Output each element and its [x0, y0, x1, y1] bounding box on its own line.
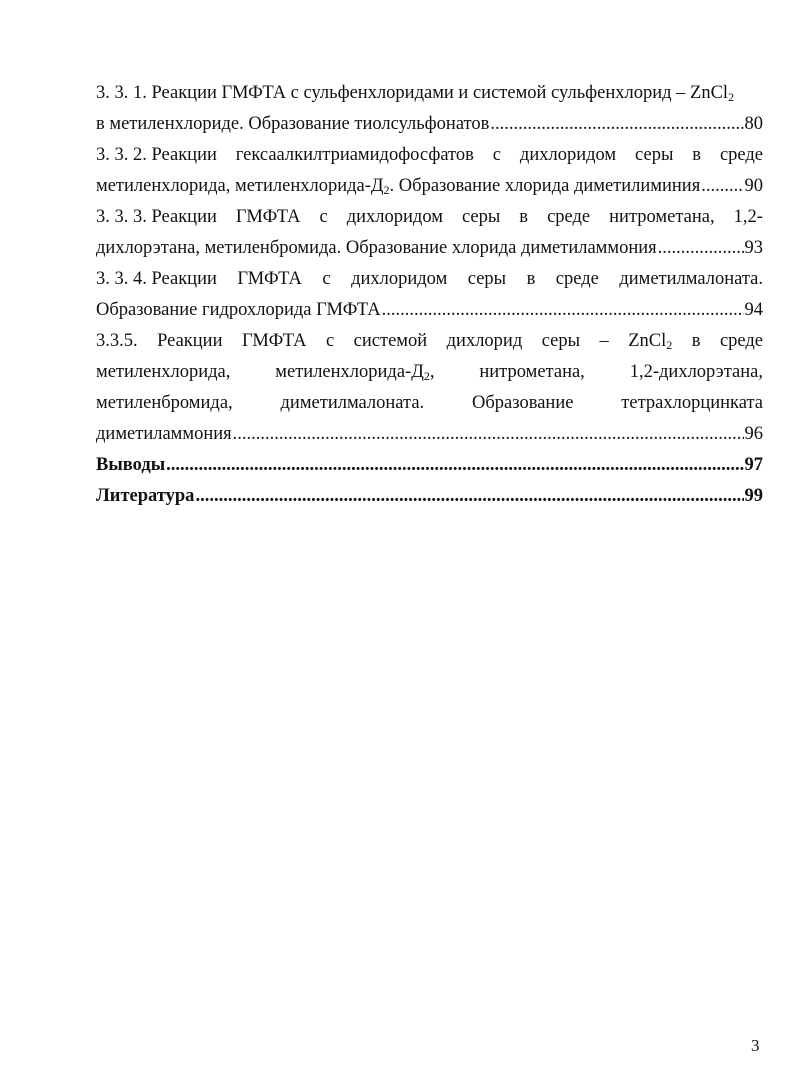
- toc-word: 3. 3. 3. Реакции: [96, 207, 217, 227]
- toc-word: диметилмалоната.: [619, 269, 763, 289]
- toc-word: дихлорид: [446, 331, 523, 351]
- toc-word: серы: [635, 145, 674, 165]
- toc-text: . Образование хлорида диметилиминия: [389, 176, 701, 196]
- toc-word: среде: [555, 269, 599, 289]
- toc-word: метиленбромида,: [96, 393, 233, 413]
- toc-word: в: [526, 269, 536, 289]
- toc-word: с: [325, 331, 335, 351]
- dot-leader: [233, 419, 744, 450]
- toc-word: 1,2-дихлорэтана,: [629, 362, 763, 382]
- toc-word: системой: [353, 331, 428, 351]
- toc-entry-title: 3. 3. 1. Реакции ГМФТА с сульфенхлоридами и системой сульфенхлорид – ZnCl: [96, 83, 729, 103]
- toc-entry-line: [96, 419, 763, 450]
- toc-text: метиленхлорида, метиленхлорида-Д: [96, 176, 384, 196]
- toc-word: –: [599, 331, 609, 351]
- subscript: 2: [728, 90, 735, 104]
- toc-page-number: 80: [744, 114, 763, 134]
- dot-leader: [658, 233, 744, 264]
- toc-entry-line: [96, 171, 763, 202]
- toc-entry-title: [96, 171, 700, 202]
- toc-text: ZnCl: [628, 331, 667, 351]
- toc-entry-line: [96, 233, 763, 264]
- toc-entry-line: [96, 450, 763, 481]
- toc-entry-3-3-1: [96, 78, 763, 140]
- toc-word: тетрахлорцинката: [621, 393, 763, 413]
- dot-leader: [490, 109, 743, 140]
- toc-entry-title: дихлорэтана, метиленбромида. Образование хлорида диметиламмония: [96, 238, 657, 258]
- table-of-contents: [96, 78, 763, 512]
- toc-entry-3-3-4: [96, 264, 763, 326]
- toc-entry-line: [96, 264, 763, 295]
- toc-entry-3-3-2: [96, 140, 763, 202]
- toc-entry-3-3-3: [96, 202, 763, 264]
- toc-entry-line: [96, 202, 763, 233]
- toc-word: среде: [719, 145, 763, 165]
- toc-word: серы: [467, 269, 507, 289]
- toc-word: с: [322, 269, 331, 289]
- toc-word: ГМФТА: [241, 331, 307, 351]
- toc-entry-line: [96, 78, 763, 109]
- toc-word: с: [492, 145, 502, 165]
- toc-entry-line: [96, 295, 763, 326]
- toc-entry-title: диметиламмония: [96, 424, 232, 444]
- toc-word: нитрометана,: [609, 207, 715, 227]
- toc-entry-conclusions: [96, 450, 763, 481]
- toc-word: нитрометана,: [479, 362, 585, 382]
- toc-entry-line: [96, 109, 763, 140]
- subscript: 2: [383, 183, 390, 197]
- toc-entry-line: [96, 481, 763, 512]
- toc-word: 3.3.5.: [96, 331, 138, 351]
- toc-entry-line: [96, 140, 763, 171]
- toc-word: гексаалкилтриамидофосфатов: [235, 145, 474, 165]
- toc-word: [275, 357, 434, 388]
- subscript: 2: [423, 369, 430, 383]
- toc-word: среде: [719, 331, 763, 351]
- toc-word: диметилмалоната.: [280, 393, 425, 413]
- toc-word: дихлоридом: [519, 145, 617, 165]
- toc-page-number: 97: [744, 455, 763, 475]
- toc-entry-line: [96, 326, 763, 357]
- toc-word: 1,2-: [733, 207, 763, 227]
- toc-word: Реакции: [157, 331, 223, 351]
- toc-entry-line: [96, 388, 763, 419]
- toc-word: серы: [461, 207, 501, 227]
- toc-entry-title: Выводы: [96, 455, 166, 475]
- toc-word: 3. 3. 4. Реакции: [96, 269, 217, 289]
- toc-page-number: 94: [744, 300, 763, 320]
- toc-entry-line: [96, 357, 763, 388]
- toc-word: [628, 326, 672, 357]
- toc-page-number: 90: [744, 176, 763, 196]
- toc-word: 3. 3. 2. Реакции: [96, 145, 217, 165]
- toc-text: метиленхлорида-Д: [275, 362, 424, 382]
- toc-entry-references: [96, 481, 763, 512]
- dot-leader: [382, 295, 744, 326]
- toc-word: в: [519, 207, 529, 227]
- toc-word: среде: [547, 207, 591, 227]
- toc-entry-title: Образование гидрохлорида ГМФТА: [96, 300, 381, 320]
- toc-text: ,: [429, 362, 435, 382]
- toc-word: с: [319, 207, 328, 227]
- toc-word: Образование: [472, 393, 574, 413]
- toc-word: в: [691, 331, 701, 351]
- toc-word: ГМФТА: [235, 207, 301, 227]
- toc-entry-title: в метиленхлориде. Образование тиолсульфонатов: [96, 114, 490, 134]
- toc-word: метиленхлорида,: [96, 362, 231, 382]
- toc-word: дихлоридом: [346, 207, 443, 227]
- dot-leader: [195, 481, 743, 512]
- toc-page-number: 96: [744, 424, 763, 444]
- page-number: 3: [751, 1036, 760, 1055]
- toc-page-number: 99: [744, 486, 763, 506]
- toc-word: серы: [541, 331, 581, 351]
- toc-word: в: [692, 145, 702, 165]
- toc-word: дихлоридом: [351, 269, 448, 289]
- toc-entry-3-3-5: [96, 326, 763, 450]
- subscript: 2: [666, 338, 673, 352]
- toc-entry-title: Литература: [96, 486, 195, 506]
- dot-leader: [701, 171, 743, 202]
- toc-page-number: 93: [744, 238, 763, 258]
- dot-leader: [166, 450, 743, 481]
- toc-word: ГМФТА: [237, 269, 302, 289]
